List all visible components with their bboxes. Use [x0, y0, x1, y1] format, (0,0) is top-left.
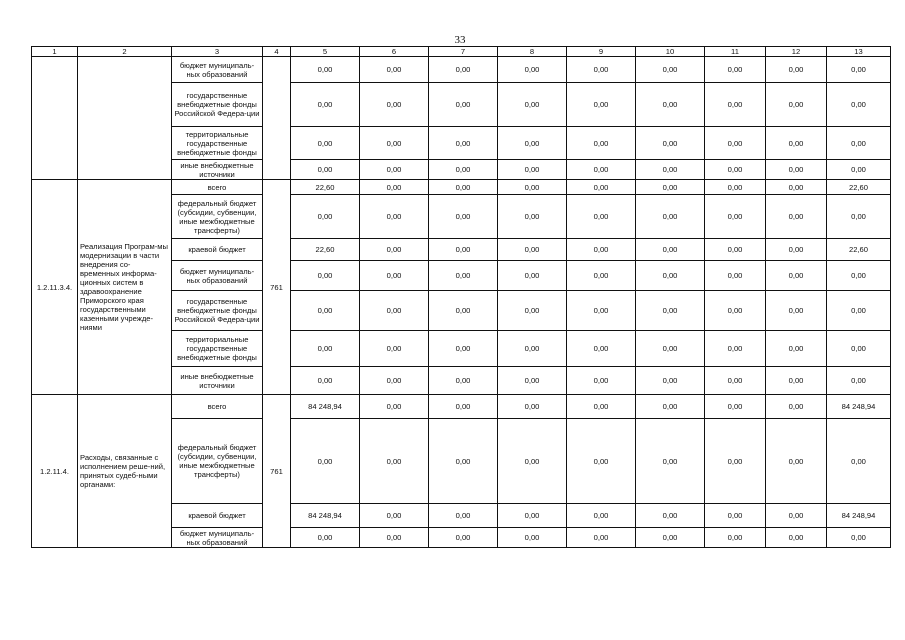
value-cell: 0,00: [291, 127, 360, 160]
value-cell: 0,00: [766, 195, 827, 239]
value-cell: 0,00: [360, 395, 429, 419]
value-cell: 0,00: [827, 261, 891, 291]
value-cell: 0,00: [827, 160, 891, 180]
funding-source-cell: краевой бюджет: [172, 239, 263, 261]
value-cell: 0,00: [291, 528, 360, 548]
value-cell: 0,00: [705, 127, 766, 160]
value-cell: 0,00: [429, 160, 498, 180]
value-cell: 0,00: [567, 331, 636, 367]
column-header: 2: [78, 47, 172, 57]
value-cell: 0,00: [705, 180, 766, 195]
value-cell: 0,00: [429, 291, 498, 331]
value-cell: 0,00: [766, 127, 827, 160]
value-cell: 0,00: [636, 239, 705, 261]
value-cell: 0,00: [636, 395, 705, 419]
header-row: [32, 47, 891, 57]
value-cell: 0,00: [766, 419, 827, 504]
value-cell: 0,00: [636, 331, 705, 367]
column-header: 9: [567, 47, 636, 57]
value-cell: 0,00: [498, 160, 567, 180]
value-cell: 0,00: [636, 160, 705, 180]
value-cell: 0,00: [360, 195, 429, 239]
value-cell: 0,00: [360, 180, 429, 195]
value-cell: 0,00: [705, 83, 766, 127]
value-cell: 0,00: [567, 395, 636, 419]
value-cell: 0,00: [498, 504, 567, 528]
value-cell: 0,00: [766, 83, 827, 127]
value-cell: 0,00: [705, 367, 766, 395]
value-cell: 0,00: [291, 419, 360, 504]
funding-source-cell: федеральный бюджет (субсидии, субвенции, иные межбюджетные трансферты): [172, 195, 263, 239]
description-cell: [78, 57, 172, 180]
value-cell: 0,00: [429, 180, 498, 195]
value-cell: 0,00: [498, 261, 567, 291]
value-cell: 0,00: [705, 160, 766, 180]
value-cell: 0,00: [705, 528, 766, 548]
value-cell: 0,00: [360, 331, 429, 367]
value-cell: 0,00: [498, 239, 567, 261]
value-cell: 0,00: [429, 261, 498, 291]
funding-source-cell: краевой бюджет: [172, 504, 263, 528]
value-cell: 0,00: [498, 57, 567, 83]
column-header: 13: [827, 47, 891, 57]
value-cell: 0,00: [360, 419, 429, 504]
value-cell: 0,00: [360, 261, 429, 291]
value-cell: 0,00: [291, 331, 360, 367]
value-cell: 0,00: [498, 195, 567, 239]
value-cell: 0,00: [567, 83, 636, 127]
value-cell: 0,00: [429, 57, 498, 83]
column-header: 6: [360, 47, 429, 57]
value-cell: 0,00: [567, 195, 636, 239]
funding-source-cell: всего: [172, 180, 263, 195]
value-cell: 0,00: [429, 367, 498, 395]
value-cell: 0,00: [498, 419, 567, 504]
code-cell: [32, 57, 78, 180]
value-cell: 0,00: [766, 528, 827, 548]
value-cell: 0,00: [636, 195, 705, 239]
value-cell: 22,60: [291, 239, 360, 261]
value-cell: 0,00: [705, 395, 766, 419]
value-cell: 0,00: [360, 367, 429, 395]
value-cell: 0,00: [827, 419, 891, 504]
value-cell: 0,00: [766, 367, 827, 395]
item-code-cell: 1.2.11.3.4.: [32, 180, 78, 395]
value-cell: 0,00: [567, 160, 636, 180]
funding-source-cell: территориальные государственные внебюджетные фонды: [172, 127, 263, 160]
table-row: [32, 395, 891, 419]
value-cell: 0,00: [766, 160, 827, 180]
column-header: 11: [705, 47, 766, 57]
value-cell: 0,00: [429, 239, 498, 261]
value-cell: 0,00: [567, 180, 636, 195]
value-cell: 0,00: [766, 239, 827, 261]
value-cell: 0,00: [636, 127, 705, 160]
value-cell: 0,00: [567, 239, 636, 261]
table-row: [32, 180, 891, 195]
value-cell: 0,00: [705, 504, 766, 528]
value-cell: 0,00: [291, 83, 360, 127]
funding-source-cell: всего: [172, 395, 263, 419]
value-cell: 0,00: [429, 83, 498, 127]
value-cell: 0,00: [429, 395, 498, 419]
value-cell: 0,00: [498, 291, 567, 331]
value-cell: 0,00: [705, 291, 766, 331]
value-cell: 0,00: [567, 261, 636, 291]
column-header: 1: [32, 47, 78, 57]
value-cell: 0,00: [766, 57, 827, 83]
value-cell: 0,00: [291, 57, 360, 83]
value-cell: 0,00: [827, 528, 891, 548]
value-cell: 0,00: [291, 291, 360, 331]
value-cell: 0,00: [705, 239, 766, 261]
value-cell: 0,00: [567, 367, 636, 395]
value-cell: 0,00: [498, 180, 567, 195]
column-header: 8: [498, 47, 567, 57]
value-cell: 0,00: [291, 261, 360, 291]
value-cell: 0,00: [705, 331, 766, 367]
value-cell: 0,00: [360, 504, 429, 528]
funding-source-cell: иные внебюджетные источники: [172, 367, 263, 395]
value-cell: 0,00: [360, 239, 429, 261]
kbk-cell: 761: [263, 395, 291, 548]
value-cell: 0,00: [498, 528, 567, 548]
value-cell: 0,00: [360, 528, 429, 548]
value-cell: 0,00: [567, 528, 636, 548]
column-header: 3: [172, 47, 263, 57]
value-cell: 0,00: [705, 419, 766, 504]
column-header: 4: [263, 47, 291, 57]
column-header: 7: [429, 47, 498, 57]
kbk-cell: [263, 57, 291, 180]
value-cell: 0,00: [429, 195, 498, 239]
column-header: 5: [291, 47, 360, 57]
value-cell: 0,00: [636, 57, 705, 83]
funding-source-cell: бюджет муниципаль-ных образований: [172, 57, 263, 83]
funding-source-cell: иные внебюджетные источники: [172, 160, 263, 180]
item-code-cell: 1.2.11.4.: [32, 395, 78, 548]
value-cell: 0,00: [429, 331, 498, 367]
value-cell: 0,00: [827, 367, 891, 395]
value-cell: 0,00: [429, 419, 498, 504]
value-cell: 0,00: [360, 83, 429, 127]
value-cell: 0,00: [766, 331, 827, 367]
funding-source-cell: государственные внебюджетные фонды Российской Федера-ции: [172, 83, 263, 127]
value-cell: 0,00: [291, 160, 360, 180]
value-cell: 0,00: [429, 528, 498, 548]
value-cell: 84 248,94: [291, 504, 360, 528]
column-header: 12: [766, 47, 827, 57]
value-cell: 0,00: [636, 419, 705, 504]
value-cell: 0,00: [567, 419, 636, 504]
value-cell: 0,00: [291, 367, 360, 395]
value-cell: 0,00: [498, 395, 567, 419]
value-cell: 84 248,94: [291, 395, 360, 419]
value-cell: 0,00: [827, 291, 891, 331]
value-cell: 0,00: [766, 180, 827, 195]
value-cell: 0,00: [705, 57, 766, 83]
value-cell: 0,00: [636, 291, 705, 331]
value-cell: 0,00: [636, 261, 705, 291]
value-cell: 0,00: [498, 127, 567, 160]
value-cell: 0,00: [429, 504, 498, 528]
value-cell: 0,00: [827, 83, 891, 127]
item-description-cell: Расходы, связанные с исполнением реше-ний, принятых судеб-ными органами:: [78, 395, 172, 548]
value-cell: 0,00: [567, 291, 636, 331]
value-cell: 0,00: [636, 528, 705, 548]
value-cell: 0,00: [360, 291, 429, 331]
column-header: 10: [636, 47, 705, 57]
value-cell: 0,00: [827, 127, 891, 160]
value-cell: 22,60: [827, 239, 891, 261]
value-cell: 0,00: [766, 395, 827, 419]
funding-source-cell: территориальные государственные внебюджетные фонды: [172, 331, 263, 367]
value-cell: 84 248,94: [827, 395, 891, 419]
funding-source-cell: бюджет муниципаль-ных образований: [172, 261, 263, 291]
value-cell: 0,00: [498, 367, 567, 395]
value-cell: 0,00: [636, 504, 705, 528]
value-cell: 0,00: [291, 195, 360, 239]
value-cell: 0,00: [360, 57, 429, 83]
funding-source-cell: федеральный бюджет (субсидии, субвенции, иные межбюджетные трансферты): [172, 419, 263, 504]
table-row: [32, 57, 891, 83]
value-cell: 0,00: [636, 367, 705, 395]
value-cell: 0,00: [567, 504, 636, 528]
value-cell: 0,00: [766, 504, 827, 528]
value-cell: 0,00: [498, 83, 567, 127]
funding-source-cell: бюджет муниципаль-ных образований: [172, 528, 263, 548]
value-cell: 0,00: [705, 261, 766, 291]
page-number: 33: [454, 34, 466, 46]
value-cell: 0,00: [636, 180, 705, 195]
value-cell: 0,00: [360, 127, 429, 160]
value-cell: 22,60: [291, 180, 360, 195]
funding-source-cell: государственные внебюджетные фонды Российской Федера-ции: [172, 291, 263, 331]
value-cell: 22,60: [827, 180, 891, 195]
value-cell: 0,00: [429, 127, 498, 160]
value-cell: 0,00: [827, 195, 891, 239]
value-cell: 0,00: [766, 261, 827, 291]
value-cell: 0,00: [827, 331, 891, 367]
budget-table: [31, 46, 891, 548]
value-cell: 0,00: [498, 331, 567, 367]
value-cell: 0,00: [766, 291, 827, 331]
value-cell: 0,00: [636, 83, 705, 127]
value-cell: 0,00: [567, 127, 636, 160]
kbk-cell: 761: [263, 180, 291, 395]
value-cell: 0,00: [705, 195, 766, 239]
value-cell: 0,00: [360, 160, 429, 180]
value-cell: 0,00: [827, 57, 891, 83]
value-cell: 84 248,94: [827, 504, 891, 528]
value-cell: 0,00: [567, 57, 636, 83]
item-description-cell: Реализация Програм-мы модернизации в части внедрения со-временных информа-ционных систем в здравоохранение Приморского края государственными казенными учрежде-ниями: [78, 180, 172, 395]
